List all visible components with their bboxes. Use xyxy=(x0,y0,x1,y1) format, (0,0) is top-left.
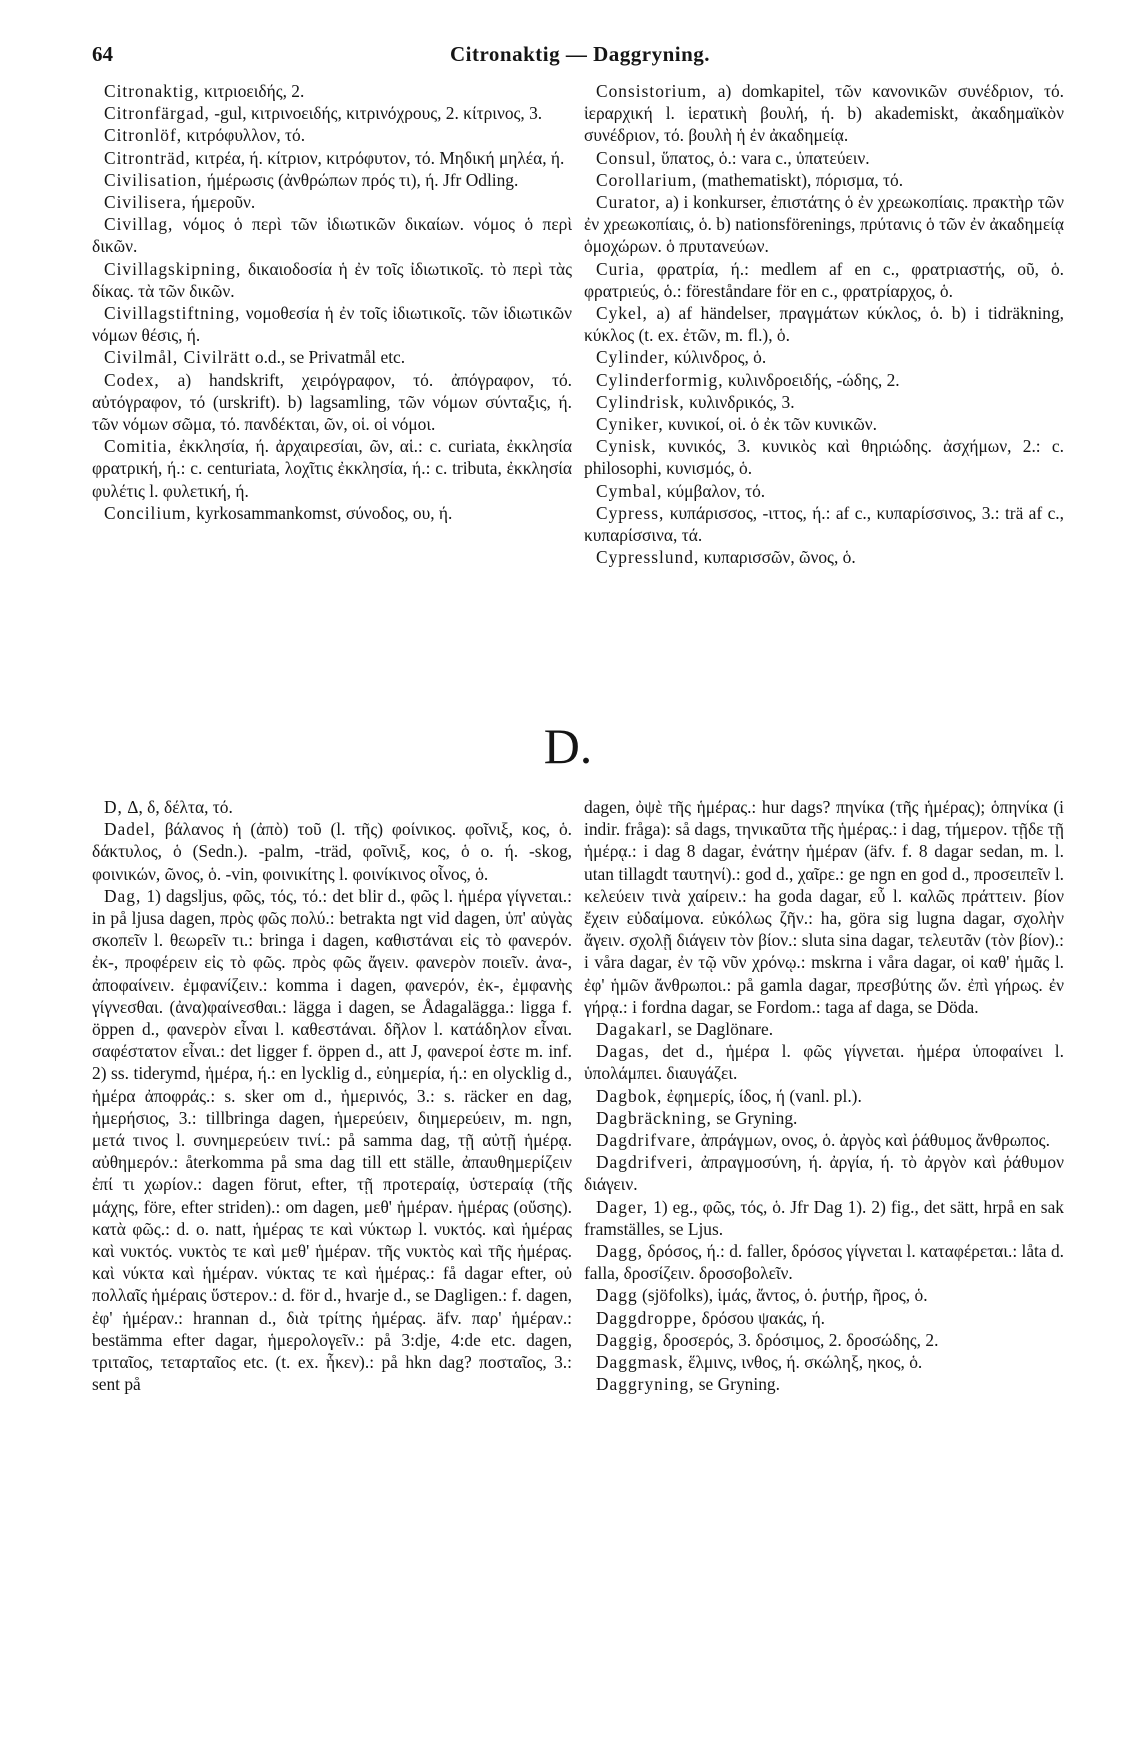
dictionary-entry xyxy=(92,191,572,213)
entry-headword: Codex, xyxy=(104,369,160,390)
entry-definition: ἀπράγμων, ονος, ὁ. ἀργὸς καὶ ῥάθυμος ἄνθρωπος. xyxy=(700,1130,1050,1151)
dictionary-entry xyxy=(92,435,572,502)
entry-headword: Dager, xyxy=(596,1196,649,1217)
entry-definition: det d., ἡμέρα l. φῶς γίγνεται. ἡμέρα ὑποφαίνει l. ὑπολάμπει. διαυγάζει. xyxy=(584,1041,1064,1084)
entry-definition: βάλανος ἡ (ἀπὸ) τοῦ (l. τῆς) φοίνικος. φοῖνιξ, κος, ὁ. δάκτυλος, ὁ (Sedn.). -palm, -träd, φοῖνιξ, κος, ὁ o. ή. -skog, φοινικών, ῶνος, ὁ. -vin, φοινικίτης l. φοινίκινος οἶνος, ὁ. xyxy=(92,819,572,884)
entry-headword: Civillagstiftning, xyxy=(104,303,241,324)
entry-definition: 1) dagsljus, φῶς, τός, τό.: det blir d., φῶς l. ἡμέρα γίγνεται.: in på ljusa dagen, πρὸς φῶς πολύ.: betrakta ngt vid dagen, ὑπ' αὐγὰς σκοπεῖν l. θεωρεῖν τι.: bringa i dagen, καθιστάναι εἰς τὸ φανερόν. ἐκ-, προφέρειν εἰς τὸ φῶς. πρὸς φῶς ἄγειν. φανερὸν ποιεῖν. ἀνα-, ἀποφαίνειν. ἐμφανίζειν.: komma i dagen, φανερόν, ἐκ-, ἐμφανὴς γίγνεσθαι. (ἀνα)φαίνεσθαι.: lägga i dagen, se Ådagalägga.: ligga f. öppen d., φανερὸν εἶναι l. καθεστάναι. δῆλον l. κατάδηλον εἶναι. σαφέστατον εἶναι.: det ligger f. öppen d., att J, φανεροί ἐστε m. inf. 2) ss. tiderymd, ἡμέρα, ή.: en lycklig d., εὐημερία, ή.: en olycklig d., ἡμέρα ἀποφράς.: s. sker om d., ἡμερινός, 3.: s. räcker en dag, ἡμερήσιος, 3.: tillbringa dagen, ἡμερεύειν, διημερεύειν, m. ngn, μετά τινος l. συνημερεύειν τινί.: på samma dag, τῇ αὐτῇ ἡμέρᾳ. αὐθημερόν.: återkomma på sma dag till ett ställe, ἀπαυθημερίζειν ἐπί τι χωρίον.: dagen förut, efter, τῇ προτεραίᾳ, ὑστεραίᾳ (τῆς μάχης, före, efter striden).: om dagen, μεθ' ἡμέραν. ἡμέρας (οὔσης). κατὰ φῶς.: d. o. natt, ἡμέρας τε καὶ νύκτωρ l. νυκτός. καὶ ἡμέρας καὶ νυκτός. νυκτὸς τε καὶ μεθ' ἡμέραν. τῆς νυκτὸς καὶ τῆς ἡμέρας. καὶ νύκτα καὶ ἡμέραν. νύκτας τε καὶ ἡμέρας.: få dagar efter, οὐ πολλαῖς ἡμέραις ὕστερον.: d. för d., hvarje d., se Dagligen.: f. dagen, ἐφ' ἡμέραν.: hrannan d., διὰ τρίτης ἡμέρας. äfv. παρ' ἡμέραν.: bestämma efter dagar, ἡμερολογεῖν.: på 3:dje, 4:de etc. dagen, τριταῖος, τεταρταῖος etc. (t. ex. ἧκεν).: på hkn dag? ποσταῖος, 3.: sent på xyxy=(92,885,572,1395)
entry-definition: a) i konkurser, ἐπιστάτης ὁ ἐν χρεωκοπίαις. πρακτὴρ τῶν ἐν χρεωκοπίαις, ὁ. b) nationsförenings, πρύτανις ὁ τῶν ἐν ἀκαδημείᾳ ὁμοχώρων. ὁ πρυτανεύων. xyxy=(584,192,1064,257)
entry-definition: κυπάρισσος, -ιττος, ή.: af c., κυπαρίσσινος, 3.: trä af c., κυπαρίσσινα, τά. xyxy=(584,502,1064,546)
dictionary-entry xyxy=(92,302,572,346)
dictionary-entry xyxy=(92,213,572,257)
dictionary-entry xyxy=(584,1151,1064,1195)
entry-definition: κυνικός, 3. κυνικὸς καὶ θηριώδης. ἀσχήμων, 2.: c. philosophi, κυνισμός, ὁ. xyxy=(584,436,1064,479)
entry-definition: ήμεροῦν. xyxy=(191,192,256,213)
dictionary-entry xyxy=(584,435,1064,479)
dictionary-entry xyxy=(92,346,572,368)
entry-definition: κύλινδρος, ὁ. xyxy=(673,347,767,368)
entry-definition: κυπαρισσῶν, ῶνος, ὁ. xyxy=(703,547,856,568)
dictionary-entry xyxy=(584,1129,1064,1151)
lower-left-column xyxy=(92,796,572,1395)
entry-definition: (mathematiskt), πόρισμα, τό. xyxy=(701,169,904,190)
dictionary-entry xyxy=(584,1107,1064,1129)
dictionary-entry xyxy=(584,1196,1064,1240)
entry-definition: Δ, δ, δέλτα, τό. xyxy=(127,797,233,817)
dictionary-entry xyxy=(584,1351,1064,1373)
entry-headword: Comitia, xyxy=(104,436,173,457)
dictionary-entry xyxy=(92,885,572,1396)
entry-headword: Dagas, xyxy=(596,1041,650,1062)
entry-definition: δικαιοδοσία ἡ ἐν τοῖς ἰδιωτικοῖς. τὸ περὶ τὰς δίκας. τὰ τῶν δικῶν. xyxy=(92,258,572,301)
dictionary-entry xyxy=(584,1040,1064,1084)
lower-right-column xyxy=(584,796,1064,1395)
entry-headword: Civillag, xyxy=(104,214,174,235)
entry-definition: ἐφημερίς, ίδος, ή (vanl. pl.). xyxy=(666,1085,862,1106)
entry-definition: δρόσου ψακάς, ή. xyxy=(701,1307,826,1328)
entry-headword: Cyniker, xyxy=(596,414,664,435)
entry-headword: Citronträd, xyxy=(104,147,191,168)
entry-definition: νομοθεσία ἡ ἐν τοῖς ἰδιωτικοῖς. τῶν ἰδιωτικῶν νόμων θέσις, ή. xyxy=(92,303,572,346)
entry-headword: Cypresslund, xyxy=(596,547,700,568)
entry-headword: Dagakarl, xyxy=(596,1019,674,1040)
upper-left-column xyxy=(92,80,572,524)
dictionary-entry xyxy=(584,147,1064,169)
entry-headword: Consistorium, xyxy=(596,81,708,101)
entry-definition: se Daglönare. xyxy=(677,1019,774,1040)
dictionary-entry xyxy=(92,502,572,524)
dictionary-entry xyxy=(584,413,1064,435)
entry-headword: Dagg, xyxy=(596,1241,644,1262)
entry-definition: κυλινδροειδής, -ώδης, 2. xyxy=(727,369,900,390)
entry-definition: -gul, κιτρινοειδής, κιτρινόχρους, 2. κίτρινος, 3. xyxy=(214,103,543,124)
dictionary-entry xyxy=(584,391,1064,413)
entry-headword: Dagbräckning, xyxy=(596,1107,712,1128)
entry-definition: κιτρόφυλλον, τό. xyxy=(186,125,306,146)
dictionary-entry xyxy=(584,546,1064,568)
dictionary-entry xyxy=(584,169,1064,191)
entry-definition: a) af händelser, πραγμάτων κύκλος, ὁ. b) i tidräkning, κύκλος (t. ex. ἐτῶν, m. fl.), ὁ. xyxy=(584,303,1064,346)
dictionary-entry xyxy=(584,480,1064,502)
entry-definition: ἀπραγμοσύνη, ή. ἀργία, ή. τὸ ἀργὸν καὶ ῥάθυμον διάγειν. xyxy=(584,1152,1064,1195)
entry-definition: a) domkapitel, τῶν κανονικῶν συνέδριον, τό. ἱεραρχική l. ἱερατικὴ βουλή, ή. b) akademiskt, ἀκαδημαϊκὸν συνέδριον, τό. βουλὴ ἡ ἐν ἀκαδημείᾳ. xyxy=(584,81,1064,146)
entry-definition: δρόσος, ή.: d. faller, δρόσος γίγνεται l. καταφέρεται.: låta d. falla, δροσίζειν. δροσοβολεῖν. xyxy=(584,1241,1064,1284)
entry-headword: Consul, xyxy=(596,147,657,168)
dictionary-entry xyxy=(92,169,572,191)
dictionary-entry xyxy=(584,796,1064,1018)
entry-headword: Civilisera, xyxy=(104,192,187,213)
entry-headword: Dagbok, xyxy=(596,1085,663,1106)
entry-headword: Civillagskipning, xyxy=(104,258,242,279)
entry-definition: δροσερός, 3. δρόσιμος, 2. δροσώδης, 2. xyxy=(662,1329,939,1350)
entry-definition: κύμβαλον, τό. xyxy=(666,480,766,501)
entry-headword: Cylinder, xyxy=(596,347,670,368)
entry-definition: κυνικοί, οἱ. ὁ ἐκ τῶν κυνικῶν. xyxy=(668,414,877,435)
dictionary-entry xyxy=(92,258,572,302)
dictionary-entry xyxy=(92,124,572,146)
dictionary-entry xyxy=(584,502,1064,546)
entry-headword: Daggig, xyxy=(596,1329,659,1350)
entry-headword: Dagg xyxy=(596,1285,638,1306)
entry-headword: Cymbal, xyxy=(596,480,663,501)
dictionary-entry xyxy=(92,147,572,169)
entry-definition: a) handskrift, χειρόγραφον, τό. ἀπόγραφον, τό. αὐτόγραφον, τό (urskrift). b) lagsamling, τῶν νόμων σύνταξις, ή. τῶν νόμων σῶμα, τό. πανδέκται, ῶν, οἱ. οἱ νόμοι. xyxy=(92,369,572,435)
dictionary-entry xyxy=(584,80,1064,147)
entry-definition: φρατρία, ή.: medlem af en c., φρατριαστής, οῦ, ὁ. φρατριεύς, ὁ.: föreståndare för en c., φρατρίαρχος, ὁ. xyxy=(584,258,1064,301)
dictionary-entry xyxy=(584,258,1064,302)
entry-definition: (sjöfolks), ἱμάς, ἄντος, ὁ. ῥυτήρ, ῆρος, ὁ. xyxy=(642,1285,928,1306)
entry-definition: κιτριοειδής, 2. xyxy=(203,81,305,101)
dictionary-entry xyxy=(584,1085,1064,1107)
dictionary-entry xyxy=(584,1240,1064,1284)
entry-definition: o.d., se Privatmål etc. xyxy=(254,347,406,368)
entry-headword: Daggryning, xyxy=(596,1374,695,1395)
upper-right-column xyxy=(584,80,1064,568)
entry-headword: Curator, xyxy=(596,192,661,213)
entry-headword: Citronfärgad, xyxy=(104,103,210,124)
dictionary-entry xyxy=(92,102,572,124)
entry-definition: se Gryning. xyxy=(716,1107,798,1128)
entry-definition: ἕλμινς, ινθος, ή. σκώληξ, ηκος, ὁ. xyxy=(688,1352,923,1373)
entry-definition: ὕπατος, ὁ.: vara c., ὑπατεύειν. xyxy=(661,147,870,168)
entry-definition: κιτρέα, ή. κίτριον, κιτρόφυτον, τό. Μηδική μηλέα, ή. xyxy=(195,147,565,168)
entry-headword: Curia, xyxy=(596,258,645,279)
page-number: 64 xyxy=(92,42,113,66)
entry-headword: Daggdroppe, xyxy=(596,1307,698,1328)
dictionary-entry xyxy=(584,302,1064,346)
entry-headword: Civilmål, Civilrätt xyxy=(104,347,251,368)
entry-headword: Cylinderformig, xyxy=(596,369,724,390)
dictionary-entry xyxy=(584,1284,1064,1306)
entry-headword: Concilium, xyxy=(104,502,192,523)
entry-headword: Daggmask, xyxy=(596,1352,684,1373)
entry-definition: dagen, ὀψὲ τῆς ἡμέρας.: hur dags? πηνίκα (τῆς ἡμέρας); ὁπηνίκα (i indir. fråga): så dags, τηνικαῦτα τῆς ἡμέρας.: i dag, τήμερον. τῇδε τῇ ἡμέρᾳ.: i dag 8 dagar, ἐνάτην ἡμέραν (äfv. f. 8 dagar sedan, m. l. utan tillagdt ταυτηνί).: god d., χαῖρε.: ge ngn en god d., προσειπεῖν l. κελεύειν τινὰ χαίρειν.: ha goda dagar, εὖ l. καλῶς πράττειν. βίον ἔχειν εὐδαίμονα. εὐκόλως ζῆν.: ha, göra sig lugna dagar, σχολὴν ἄγειν. σχολῇ διάγειν τὸν βίον.: sluta sina dagar, τελευτᾶν (τὸν βίον).: i våra dagar, ἐν τῷ νῦν χρόνῳ.: mskrna i våra dagar, οἱ καθ' ἡμᾶς l. ἐφ' ἡμῶν ἄνθρωποι.: på gamla dagar, πρεσβύτης ὤν. ἐπὶ γήρως. ἐν γήρᾳ.: i fordna dagar, se Fordom.: taga af daga, se Döda. xyxy=(584,797,1064,1017)
entry-headword: Cynisk, xyxy=(596,436,657,457)
entry-definition: κυλινδρικός, 3. xyxy=(689,391,795,412)
dictionary-entry xyxy=(584,1307,1064,1329)
entry-definition: kyrkosammankomst, σύνοδος, ου, ή. xyxy=(196,502,453,523)
dictionary-entry xyxy=(584,369,1064,391)
dictionary-entry xyxy=(92,818,572,885)
entry-headword: Citronlöf, xyxy=(104,125,183,146)
entry-definition: ἐκκλησία, ή. ἀρχαιρεσίαι, ῶν, αἱ.: c. curiata, ἐκκλησία φρατρική, ή.: c. centuriata, λοχῖτις ἐκκλησία, ή.: c. tributa, ἐκκλησία φυλέτις l. φυλετική, ή. xyxy=(92,436,572,501)
entry-headword: Cylindrisk, xyxy=(596,391,685,412)
dictionary-entry xyxy=(92,796,572,818)
entry-headword: Dadel, xyxy=(104,819,156,840)
entry-definition: νόμος ὁ περὶ τῶν ἰδιωτικῶν δικαίων. νόμος ὁ περὶ δικῶν. xyxy=(92,214,572,257)
entry-headword: Cykel, xyxy=(596,303,648,324)
entry-headword: Dag, xyxy=(104,885,142,906)
entry-headword: Corollarium, xyxy=(596,169,698,190)
entry-definition: 1) eg., φῶς, τός, ὁ. Jfr Dag 1). 2) fig., det sätt, hrpå en sak framställes, se Ljus. xyxy=(584,1196,1064,1239)
dictionary-entry xyxy=(92,369,572,436)
entry-definition: se Gryning. xyxy=(698,1374,780,1395)
dictionary-entry xyxy=(584,191,1064,258)
entry-headword: Dagdrifveri, xyxy=(596,1152,694,1173)
section-letter: D. xyxy=(543,718,593,774)
dictionary-entry xyxy=(92,80,572,102)
dictionary-entry xyxy=(584,1018,1064,1040)
dictionary-entry xyxy=(584,1329,1064,1351)
entry-headword: Dagdrifvare, xyxy=(596,1130,697,1151)
entry-headword: Civilisation, xyxy=(104,169,203,190)
entry-definition: ήμέρωσις (ἀνθρώπων πρός τι), ή. Jfr Odling. xyxy=(206,169,519,190)
running-head: Citronaktig — Daggryning. xyxy=(449,42,711,66)
entry-headword: Cypress, xyxy=(596,502,665,523)
entry-headword: Citronaktig, xyxy=(104,81,200,101)
dictionary-entry xyxy=(584,346,1064,368)
entry-headword: D, xyxy=(104,797,123,817)
dictionary-entry xyxy=(584,1373,1064,1395)
